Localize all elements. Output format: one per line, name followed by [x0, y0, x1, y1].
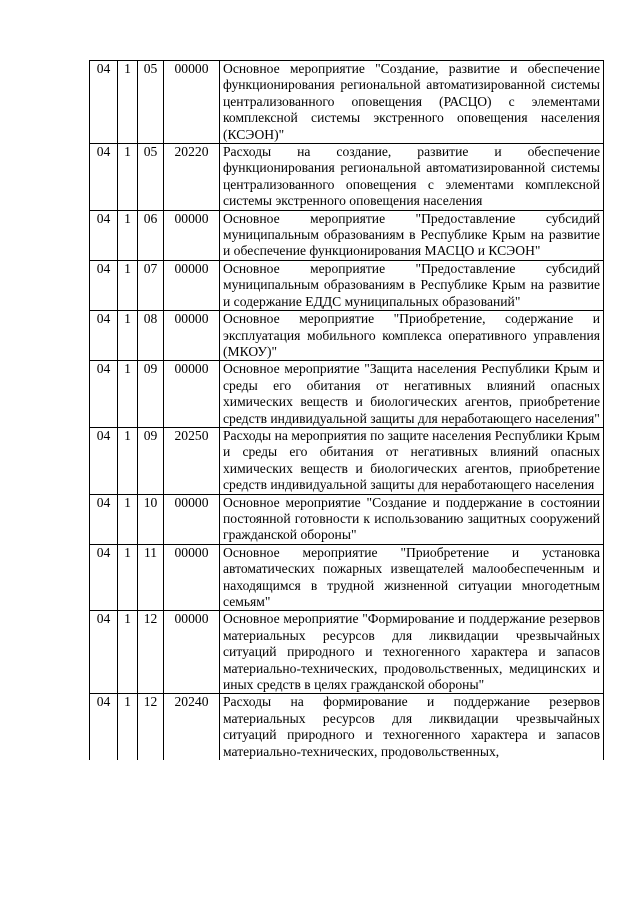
direction-code-cell: 00000: [164, 494, 220, 544]
description-cell: Основное мероприятие "Создание, развитие и обеспечение функционирования региональной автоматизированной системы централизованного оповещения (РАСЦО) с элементами комплексной системы экстренного оповещения населения (КСЭОН)": [220, 61, 604, 144]
description-cell: Основное мероприятие "Приобретение, содержание и эксплуатация мобильного комплекса оперативного управления (МКОУ)": [220, 311, 604, 361]
direction-code-cell: 00000: [164, 361, 220, 428]
subprogram-code-cell: 1: [118, 361, 138, 428]
program-code-cell: 04: [90, 494, 118, 544]
program-code-cell: 04: [90, 427, 118, 494]
program-code-cell: 04: [90, 361, 118, 428]
direction-code-cell: 00000: [164, 61, 220, 144]
table-row: [90, 361, 604, 428]
table-row: [90, 210, 604, 260]
program-code-cell: 04: [90, 694, 118, 760]
direction-code-cell: 00000: [164, 611, 220, 694]
subprogram-code-cell: 1: [118, 144, 138, 211]
direction-code-cell: 00000: [164, 311, 220, 361]
table-row: [90, 144, 604, 211]
description-cell: Основное мероприятие "Защита населения Республики Крым и среды его обитания от негативных влияний опасных химических веществ и биологических агентов, приобретение средств индивидуальной защиты для неработающего населения": [220, 361, 604, 428]
table-row: [90, 694, 604, 760]
activity-code-cell: 09: [138, 427, 164, 494]
description-cell: Основное мероприятие "Приобретение и установка автоматических пожарных извещателей малообеспеченным и находящимся в трудной жизненной ситуации многодетным семьям": [220, 544, 604, 611]
program-code-cell: 04: [90, 61, 118, 144]
subprogram-code-cell: 1: [118, 427, 138, 494]
table-body: [90, 61, 604, 761]
activity-code-cell: 12: [138, 694, 164, 760]
description-cell: Основное мероприятие "Предоставление субсидий муниципальным образованиям в Республике Крым на развитие и содержание ЕДДС муниципальных образований": [220, 260, 604, 310]
description-cell: Расходы на мероприятия по защите населения Республики Крым и среды его обитания от негативных влияний опасных химических веществ и биологических агентов, приобретение средств индивидуальной защиты для неработающего населения: [220, 427, 604, 494]
activity-code-cell: 05: [138, 61, 164, 144]
direction-code-cell: 20250: [164, 427, 220, 494]
subprogram-code-cell: 1: [118, 494, 138, 544]
activity-code-cell: 09: [138, 361, 164, 428]
subprogram-code-cell: 1: [118, 694, 138, 760]
table-row: [90, 260, 604, 310]
program-code-cell: 04: [90, 544, 118, 611]
direction-code-cell: 00000: [164, 210, 220, 260]
subprogram-code-cell: 1: [118, 544, 138, 611]
budget-classification-table: [89, 60, 604, 760]
program-code-cell: 04: [90, 311, 118, 361]
subprogram-code-cell: 1: [118, 61, 138, 144]
table-row: [90, 427, 604, 494]
subprogram-code-cell: 1: [118, 260, 138, 310]
program-code-cell: 04: [90, 611, 118, 694]
program-code-cell: 04: [90, 144, 118, 211]
table-row: [90, 311, 604, 361]
direction-code-cell: 00000: [164, 544, 220, 611]
subprogram-code-cell: 1: [118, 210, 138, 260]
direction-code-cell: 00000: [164, 260, 220, 310]
description-cell: Основное мероприятие "Создание и поддержание в состоянии постоянной готовности к использованию защитных сооружений гражданской обороны": [220, 494, 604, 544]
description-cell: Основное мероприятие "Предоставление субсидий муниципальным образованиям в Республике Крым на развитие и обеспечение функционирования МАСЦО и КСЭОН": [220, 210, 604, 260]
table-row: [90, 494, 604, 544]
activity-code-cell: 11: [138, 544, 164, 611]
activity-code-cell: 07: [138, 260, 164, 310]
activity-code-cell: 05: [138, 144, 164, 211]
direction-code-cell: 20240: [164, 694, 220, 760]
table-row: [90, 544, 604, 611]
program-code-cell: 04: [90, 260, 118, 310]
table-row: [90, 61, 604, 144]
activity-code-cell: 10: [138, 494, 164, 544]
activity-code-cell: 06: [138, 210, 164, 260]
program-code-cell: 04: [90, 210, 118, 260]
description-cell: Расходы на создание, развитие и обеспечение функционирования региональной автоматизированной системы централизованного оповещения с элементами комплексной системы экстренного оповещения населения: [220, 144, 604, 211]
table-row: [90, 611, 604, 694]
description-cell: Расходы на формирование и поддержание резервов материальных ресурсов для ликвидации чрезвычайных ситуаций природного и техногенного характера и запасов материально-технических, продовольственных,: [220, 694, 604, 760]
subprogram-code-cell: 1: [118, 611, 138, 694]
activity-code-cell: 12: [138, 611, 164, 694]
subprogram-code-cell: 1: [118, 311, 138, 361]
description-cell: Основное мероприятие "Формирование и поддержание резервов материальных ресурсов для ликвидации чрезвычайных ситуаций природного и техногенного характера и запасов материально-технических, продовольственных, медицинских и иных средств в целях гражданской обороны": [220, 611, 604, 694]
activity-code-cell: 08: [138, 311, 164, 361]
direction-code-cell: 20220: [164, 144, 220, 211]
